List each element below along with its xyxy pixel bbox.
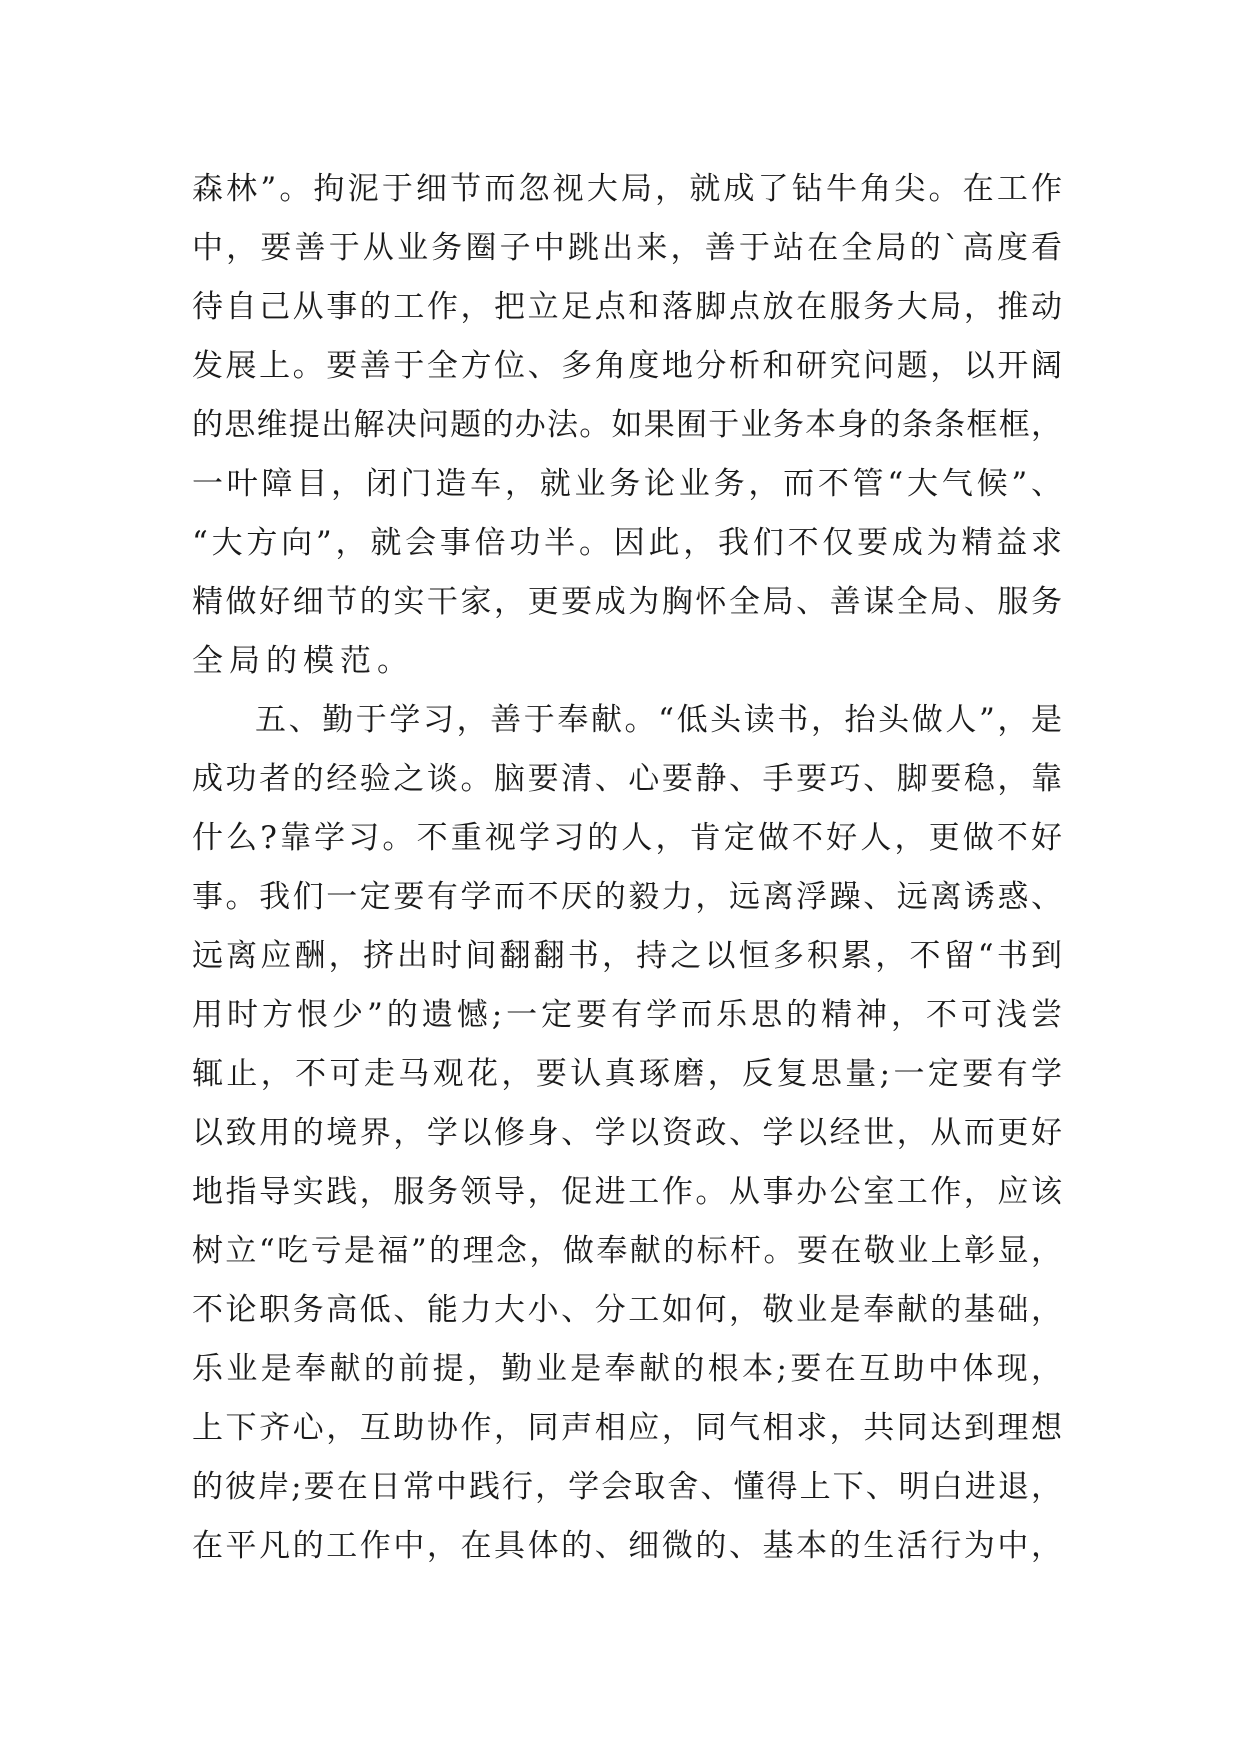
text-line: 用时方恨少”的遗憾;一定要有学而乐思的精神，不可浅尝: [192, 997, 1062, 1033]
text-line: 森林”。拘泥于细节而忽视大局，就成了钻牛角尖。在工作: [192, 171, 1062, 207]
text-line: 待自己从事的工作，把立足点和落脚点放在服务大局，推动: [192, 289, 1062, 325]
text-line: 在平凡的工作中，在具体的、细微的、基本的生活行为中，: [192, 1528, 1062, 1564]
text-line: 树立“吃亏是福”的理念，做奉献的标杆。要在敬业上彰显，: [192, 1233, 1062, 1269]
text-line: 什么?靠学习。不重视学习的人，肯定做不好人，更做不好: [192, 820, 1062, 856]
section-heading-line: 五、勤于学习，善于奉献。“低头读书，抬头做人”，是: [255, 702, 1062, 738]
text-line: 精做好细节的实干家，更要成为胸怀全局、善谋全局、服务: [192, 584, 1062, 620]
text-line: 远离应酬，挤出时间翻翻书，持之以恒多积累，不留“书到: [192, 938, 1062, 974]
text-line: 发展上。要善于全方位、多角度地分析和研究问题，以开阔: [192, 348, 1062, 384]
text-line: 一叶障目，闭门造车，就业务论业务，而不管“大气候”、: [192, 466, 1062, 502]
text-line: “大方向”，就会事倍功半。因此，我们不仅要成为精益求: [192, 525, 1062, 561]
text-line: 不论职务高低、能力大小、分工如何，敬业是奉献的基础，: [192, 1292, 1062, 1328]
text-line: 的彼岸;要在日常中践行，学会取舍、懂得上下、明白进退，: [192, 1469, 1062, 1505]
text-line: 中，要善于从业务圈子中跳出来，善于站在全局的`高度看: [192, 230, 1062, 266]
text-line: 乐业是奉献的前提，勤业是奉献的根本;要在互助中体现，: [192, 1351, 1062, 1387]
text-line: 事。我们一定要有学而不厌的毅力，远离浮躁、远离诱惑、: [192, 879, 1062, 915]
text-line: 上下齐心，互助协作，同声相应，同气相求，共同达到理想: [192, 1410, 1062, 1446]
text-line: 以致用的境界，学以修身、学以资政、学以经世，从而更好: [192, 1115, 1062, 1151]
text-line: 地指导实践，服务领导，促进工作。从事办公室工作，应该: [192, 1174, 1062, 1210]
text-line: 辄止，不可走马观花，要认真琢磨，反复思量;一定要有学: [192, 1056, 1062, 1092]
text-line: 成功者的经验之谈。脑要清、心要静、手要巧、脚要稳，靠: [192, 761, 1062, 797]
text-line: 全局的模范。: [192, 643, 414, 679]
body-text: [192, 160, 1062, 1576]
text-line: 的思维提出解决问题的办法。如果囿于业务本身的条条框框，: [192, 407, 1062, 443]
